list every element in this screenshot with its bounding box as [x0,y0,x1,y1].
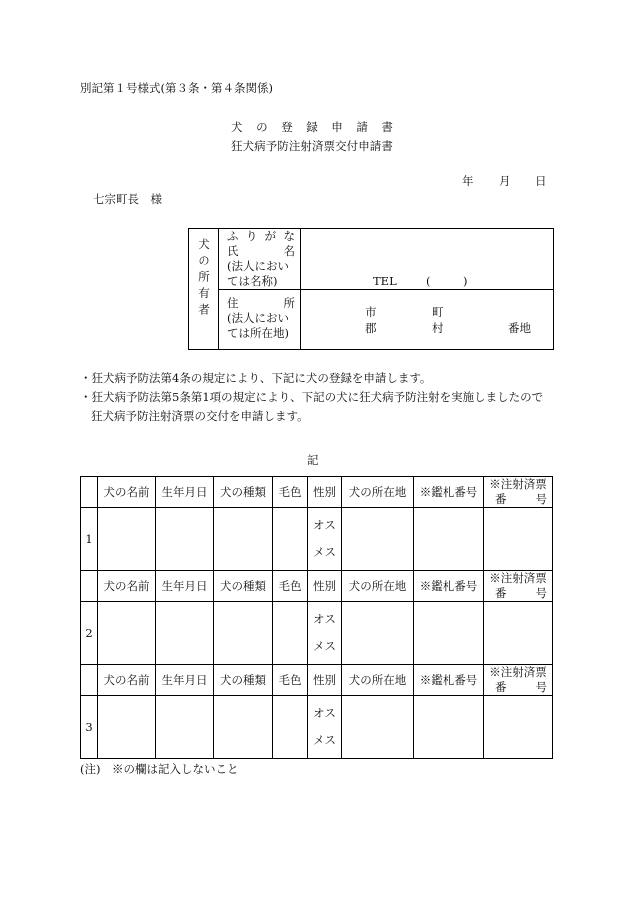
dog-table-data-row [81,696,553,759]
owner-address-value-area [301,290,553,349]
header-sex-text: 性別 [313,672,336,687]
header-injection-tag-number [484,571,553,602]
addressee: 七宗町長 様 [93,192,162,206]
row-number: 2 [85,625,93,640]
owner-info-table [188,228,554,350]
glyph: 氏 [227,244,239,258]
header-coat-color-text: 毛色 [278,484,302,499]
village-label: 村 [432,321,444,335]
header-license-number-text: ※鑑札番号 [419,484,478,499]
header-injection-tag-number [484,477,553,508]
owner-name-label-cell [219,229,301,290]
header-birth-date-text: 生年月日 [161,578,208,593]
header-breed [214,477,273,508]
name-note-line-1: (法人におい [227,259,289,273]
footnote: (注) ※の欄は記入しないこと [80,762,239,776]
injection-tag-number-cell [484,696,553,759]
row-number-cell [81,602,98,665]
header-dog-name [98,665,156,696]
statement-vaccination-line-2: 狂犬病予防注射済票の交付を申請します。 [91,409,309,423]
header-birth-date-text: 生年月日 [161,484,208,499]
header-injection-tag-number-text [495,680,547,695]
row-number-cell [81,508,98,571]
header-breed [214,571,273,602]
breed-cell [214,696,273,759]
glyph: 号 [535,492,547,506]
glyph: 請 [356,120,368,134]
coat-color-cell [273,696,308,759]
address-note-line-2: ては所在地) [227,326,289,340]
header-license-number [414,571,484,602]
owner-address-row [189,290,554,350]
header-birth-date-text: 生年月日 [161,672,208,687]
name-note-line-2: ては名称) [227,274,278,288]
header-birth-date [156,477,214,508]
owner-name-value-cell [301,229,554,290]
sex-cell [308,508,342,571]
row-number-cell [81,696,98,759]
glyph: 票 [323,139,335,153]
glyph: 登 [281,120,293,134]
glyph: 書 [381,139,393,153]
date-day-label: 日 [535,174,547,188]
glyph: 請 [369,139,382,153]
header-birth-date [156,571,214,602]
glyph [255,244,267,259]
sex-option: メス [313,733,336,747]
owner-address-value-cell [301,290,554,350]
date-year-label: 年 [462,174,474,188]
header-location-text: 犬の所在地 [348,672,407,687]
statement-registration: ・狂犬病予防法第4条の規定により、下記に犬の登録を申請します。 [80,371,432,385]
glyph [319,120,331,135]
header-injection-tag-number-text: ※注射済票 [489,477,547,491]
glyph: の [256,120,268,134]
breed-cell [214,602,273,665]
header-location-text: 犬の所在地 [348,578,407,593]
dog-table-data-row [81,508,553,571]
glyph: 交 [335,139,347,153]
header-injection-tag-number [484,665,553,696]
birth-date-cell [156,602,214,665]
glyph [294,120,306,135]
dog-table-header-row [81,571,553,602]
header-breed [214,665,273,696]
header-breed-text: 犬の種類 [220,484,266,499]
city-label: 市 [365,305,377,319]
glyph [344,120,356,135]
glyph: 狂 [231,139,243,153]
row-number: 1 [85,531,93,546]
sex-option: メス [313,639,336,653]
header-dog-name [98,571,156,602]
header-injection-tag-number-text: ※注射済票 [489,665,547,679]
sex-cell [308,696,342,759]
header-dog-name-text: 犬の名前 [103,672,150,687]
location-cell [342,508,414,571]
header-license-number [414,477,484,508]
birth-date-cell [156,508,214,571]
row-number: 3 [85,719,93,734]
glyph: 番 [495,680,507,694]
header-location-text: 犬の所在地 [348,484,407,499]
row-number-header-cell [81,665,98,696]
glyph [369,120,381,135]
header-sex [308,571,342,602]
coat-color-cell [273,508,308,571]
header-breed-text: 犬の種類 [220,672,266,687]
glyph: 番 [495,492,507,506]
birth-date-cell [156,696,214,759]
glyph: 病 [254,139,266,153]
glyph: 号 [535,586,547,600]
header-dog-name-text: 犬の名前 [103,484,150,499]
dog-registration-table [80,476,553,759]
sex-option: オス [313,706,336,720]
glyph [255,296,267,311]
header-location [342,665,414,696]
header-coat-color-text: 毛色 [278,672,302,687]
glyph: が [264,229,277,243]
glyph: り [245,229,258,243]
glyph: 注 [288,139,301,153]
glyph: 予 [265,139,278,153]
glyph: 録 [306,120,318,134]
owner-address-label-group [219,290,300,341]
glyph: 申 [331,120,343,134]
county-label: 郡 [365,321,377,335]
header-location [342,571,414,602]
header-license-number-text: ※鑑札番号 [419,672,478,687]
sex-option: オス [313,612,336,626]
header-breed-text: 犬の種類 [220,578,266,593]
glyph: 防 [277,139,289,153]
tel-label: TEL [373,274,397,288]
sex-cell [308,602,342,665]
header-sex [308,477,342,508]
tel-open-paren: ( [426,274,431,288]
dog-name-cell [98,508,156,571]
breed-cell [214,508,273,571]
header-injection-tag-number-text [495,586,547,601]
form-reference: 別記第１号様式(第３条・第４条関係) [80,81,273,95]
glyph: ふ [227,229,239,243]
header-sex [308,665,342,696]
header-dog-name [98,477,156,508]
owner-name-row [189,229,554,290]
dog-table-header-row [81,665,553,696]
license-number-cell [414,696,484,759]
location-cell [342,696,414,759]
dog-table-body [81,477,553,759]
location-cell [342,602,414,665]
glyph: 番 [495,586,507,600]
glyph [244,120,256,135]
injection-tag-number-cell [484,508,553,571]
glyph: 住 [227,296,239,310]
dog-table-data-row [81,602,553,665]
glyph: 犬 [242,139,255,153]
glyph: な [283,229,295,243]
glyph: 書 [381,120,393,134]
header-coat-color [273,477,308,508]
header-license-number-text: ※鑑札番号 [419,578,478,593]
row-number-header-cell [81,571,98,602]
dog-name-cell [98,602,156,665]
ki-heading: 記 [307,453,319,467]
header-sex-text: 性別 [313,578,336,593]
header-coat-color-text: 毛色 [278,578,302,593]
glyph: 号 [535,680,547,694]
name-label [227,244,295,259]
header-birth-date [156,665,214,696]
owner-side-label: 犬の所有者 [197,238,211,320]
dog-name-cell [98,696,156,759]
owner-address-label-cell [219,290,301,350]
glyph: 犬 [231,120,243,134]
header-dog-name-text: 犬の名前 [103,578,150,593]
owner-name-value-area [301,229,553,289]
sex-option: メス [313,545,336,559]
coat-color-cell [273,602,308,665]
header-coat-color [273,665,308,696]
license-number-cell [414,602,484,665]
header-location [342,477,414,508]
owner-side-label-cell [189,229,219,350]
header-coat-color [273,571,308,602]
header-injection-tag-number-text: ※注射済票 [489,571,547,585]
glyph: 付 [346,139,359,153]
row-number-header-cell [81,477,98,508]
header-sex-text: 性別 [313,484,336,499]
header-license-number [414,665,484,696]
address-label [227,296,295,311]
town-label: 町 [432,305,444,319]
license-number-cell [414,508,484,571]
header-injection-tag-number-text [495,492,547,507]
statement-vaccination-line-1: ・狂犬病予防法第5条第1項の規定により、下記の犬に狂犬病予防注射を実施しましたので [80,390,544,404]
owner-name-label-group [219,229,300,289]
glyph: 済 [311,139,324,153]
glyph [269,120,281,135]
title-line-2 [231,139,393,154]
glyph: 名 [283,244,295,258]
address-note-line-1: (法人におい [227,311,289,325]
glyph: 所 [283,296,295,310]
tel-close-paren: ) [463,274,468,288]
furigana-label [227,229,295,244]
title-line-1 [231,120,393,135]
glyph: 申 [358,139,370,153]
glyph: 射 [300,139,312,153]
injection-tag-number-cell [484,602,553,665]
dog-table-header-row [81,477,553,508]
lot-number-label: 番地 [508,321,531,335]
sex-option: オス [313,518,336,532]
date-month-label: 月 [499,174,511,188]
